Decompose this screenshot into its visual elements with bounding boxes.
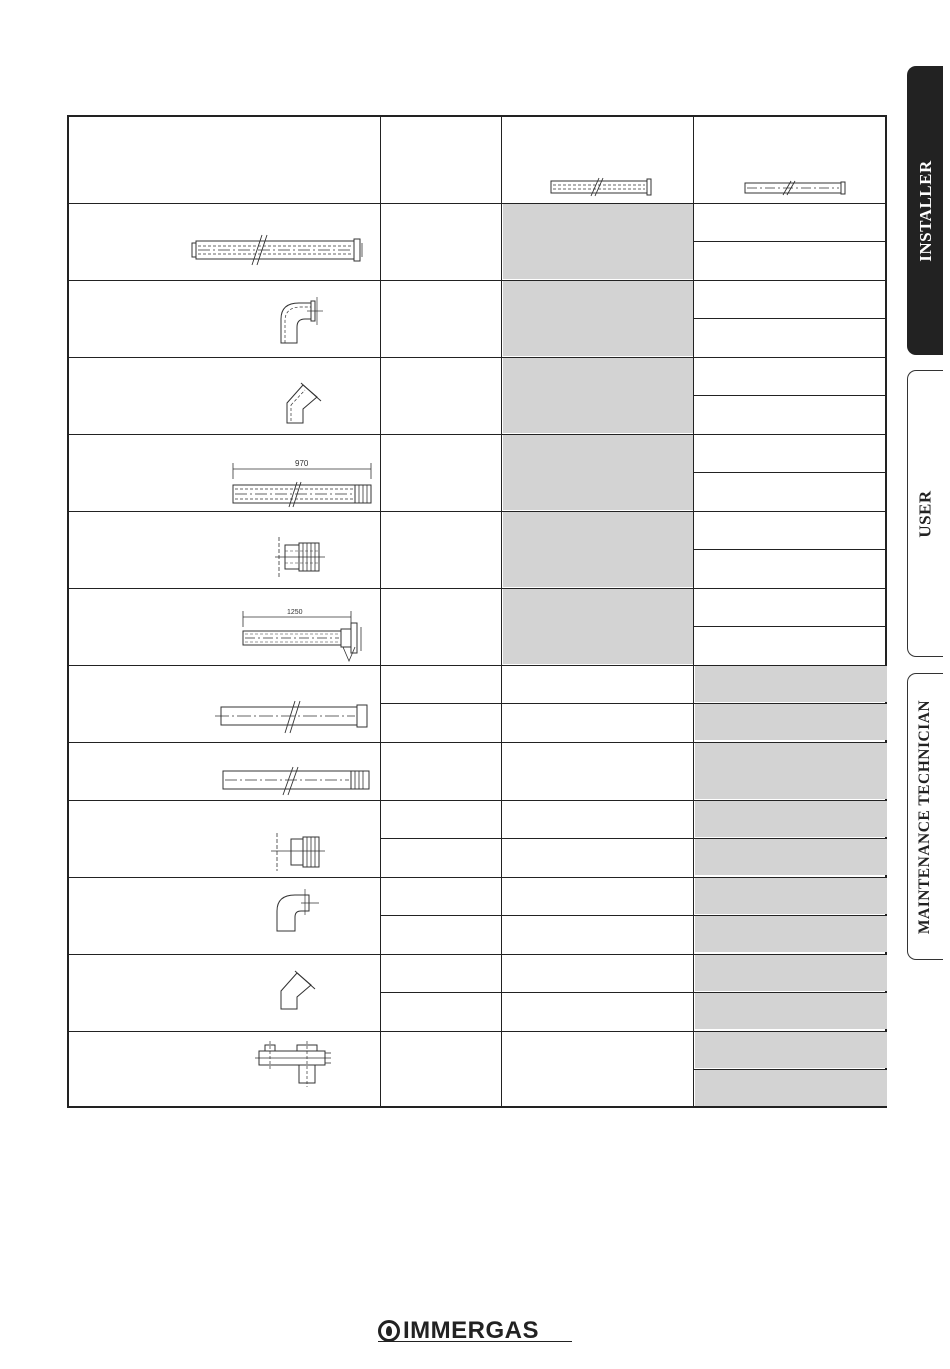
gray-cell [695, 801, 887, 837]
gray-cell [695, 704, 887, 740]
splitter-adaptor-drawing [255, 1041, 335, 1089]
header-single-pipe-icon [743, 181, 847, 195]
gray-cell [503, 435, 693, 510]
gray-cell [695, 1070, 887, 1106]
separated-bend-90-drawing [275, 889, 321, 933]
gray-cell [695, 916, 887, 952]
tab-installer[interactable] [907, 66, 943, 355]
coaxial-pipe-970-drawing [229, 455, 375, 509]
separated-pipe-drawing [215, 701, 373, 733]
gray-cell [503, 358, 693, 433]
flame-icon [378, 1320, 400, 1342]
gray-cell [695, 955, 887, 991]
tab-installer-label: INSTALLER [915, 159, 935, 262]
brand-name: IMMERGAS [403, 1317, 539, 1344]
gray-cell [695, 1032, 887, 1068]
gray-cell [695, 878, 887, 914]
gray-cell [503, 204, 693, 279]
tab-user[interactable] [907, 370, 943, 657]
logo-underline [378, 1341, 572, 1342]
tab-maintenance-label: MAINTENANCE TECHNICIAN [916, 699, 934, 934]
coaxial-adaptor-drawing [275, 537, 327, 581]
coaxial-bend-90-drawing [277, 297, 327, 345]
immergas-logo [378, 1313, 539, 1349]
gray-cell [503, 589, 693, 664]
separated-pipe-terminal-drawing [221, 767, 373, 795]
dimension-1250: 1250 [287, 609, 303, 616]
separated-bend-45-drawing [279, 967, 319, 1011]
coaxial-bend-45-drawing [281, 377, 327, 425]
gray-cell [695, 666, 887, 702]
separated-adaptor-drawing [271, 833, 327, 873]
gray-cell [695, 993, 887, 1029]
flue-components-table [67, 115, 887, 1108]
coaxial-extension-drawing [192, 235, 368, 265]
tab-user-label: USER [915, 489, 935, 538]
dimension-970: 970 [295, 459, 309, 468]
header-coaxial-pipe-icon [549, 179, 653, 197]
tab-maintenance-technician[interactable] [907, 673, 943, 960]
gray-cell [503, 281, 693, 356]
coaxial-terminal-1250-drawing [239, 605, 365, 667]
gray-cell [503, 512, 693, 587]
gray-cell [695, 743, 887, 799]
gray-cell [695, 839, 887, 875]
